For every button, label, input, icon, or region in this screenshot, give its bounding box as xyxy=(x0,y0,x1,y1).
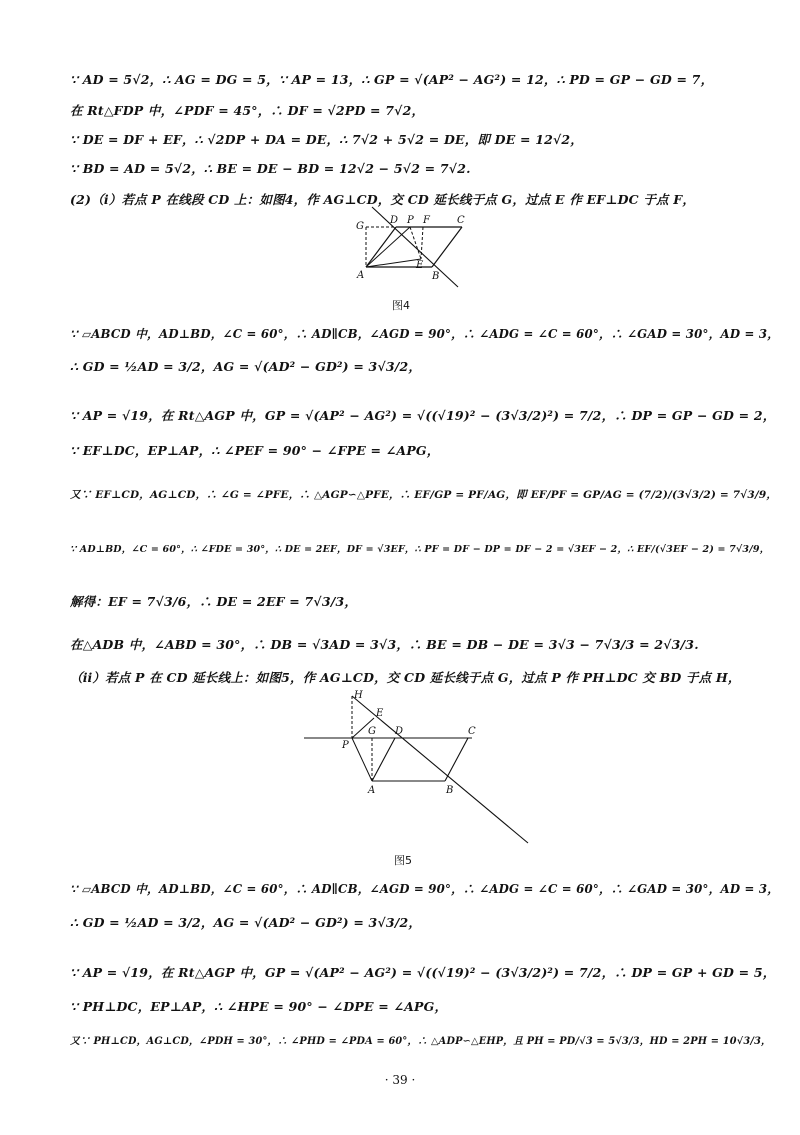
solution-line-3: ∵ DE = DF + EF，∴ √2DP + DA = DE，∴ 7√2 + 5√2 = DE，即 DE = 12√2， xyxy=(70,132,584,147)
fig4-label-e: E xyxy=(416,260,424,271)
fig5-label-b: B xyxy=(446,785,454,796)
figure-4 xyxy=(350,205,470,290)
solution-line-5: (2)（ⅰ）若点 P 在线段 CD 上：如图4，作 AG⊥CD，交 CD 延长线于点 G，过点 E 作 EF⊥DC 于点 F， xyxy=(70,192,696,207)
figure-4-caption: 图4 xyxy=(392,299,410,312)
solution-line-14: （ⅱ）若点 P 在 CD 延长线上：如图5，作 AG⊥CD，交 CD 延长线于点 G，过点 P 作 PH⊥DC 交 BD 于点 H， xyxy=(70,670,741,685)
fig5-label-h: H xyxy=(354,690,363,701)
fig5-label-a: A xyxy=(368,785,376,796)
figure-5 xyxy=(300,688,540,848)
fig5-label-g: G xyxy=(368,726,376,737)
solution-line-19: 又∵ PH⊥CD，AG⊥CD，∠PDH = 30°，∴ ∠PHD = ∠PDA = 60°，∴ △ADP∽△EHP，且 PH = PD/√3 = 5√3/3，HD = 2PH = 10√3/3， xyxy=(70,1036,772,1047)
solution-line-10: 又∵ EF⊥CD，AG⊥CD，∴ ∠G = ∠PFE，∴ △AGP∽△PFE，∴ EF/GP = PF/AG，即 EF/PF = GP/AG = (7/2)/(3√3/2) = 7√3/9， xyxy=(70,489,778,501)
fig4-label-p: P xyxy=(407,215,414,226)
solution-line-7: ∴ GD = ½AD = 3/2，AG = √(AD² − GD²) = 3√3/2， xyxy=(70,359,422,374)
solution-line-13: 在△ADB 中，∠ABD = 30°，∴ DB = √3AD = 3√3，∴ BE = DB − DE = 3√3 − 7√3/3 = 2√3/3. xyxy=(70,637,699,652)
fig5-label-d: D xyxy=(395,726,404,737)
fig4-label-b: B xyxy=(432,271,440,282)
solution-line-9: ∵ EF⊥DC，EP⊥AP，∴ ∠PEF = 90° − ∠FPE = ∠APG， xyxy=(70,443,440,458)
fig4-label-a: A xyxy=(357,270,365,281)
fig4-label-g: G xyxy=(356,221,364,232)
fig4-label-d: D xyxy=(390,215,399,226)
solution-line-4: ∵ BD = AD = 5√2，∴ BE = DE − BD = 12√2 − 5√2 = 7√2. xyxy=(70,161,471,176)
solution-line-17: ∵ AP = √19，在 Rt△AGP 中，GP = √(AP² − AG²) = √((√19)² − (3√3/2)²) = 7/2，∴ DP = GP + GD = 5， xyxy=(70,965,776,980)
fig4-label-c: C xyxy=(457,215,465,226)
fig4-label-f: F xyxy=(423,215,430,226)
solution-line-16: ∴ GD = ½AD = 3/2，AG = √(AD² − GD²) = 3√3/2， xyxy=(70,915,422,930)
fig5-label-c: C xyxy=(468,726,476,737)
solution-line-2: 在 Rt△FDP 中，∠PDF = 45°，∴ DF = √2PD = 7√2， xyxy=(70,103,425,118)
solution-line-1: ∵ AD = 5√2，∴ AG = DG = 5，∵ AP = 13，∴ GP = √(AP² − AG²) = 12，∴ PD = GP − GD = 7， xyxy=(70,72,714,87)
page-number: · 39 · xyxy=(384,1073,416,1087)
solution-line-8: ∵ AP = √19，在 Rt△AGP 中，GP = √(AP² − AG²) = √((√19)² − (3√3/2)²) = 7/2，∴ DP = GP − GD = 2， xyxy=(70,408,776,423)
fig5-label-p: P xyxy=(342,740,349,751)
solution-line-18: ∵ PH⊥DC，EP⊥AP，∴ ∠HPE = 90° − ∠DPE = ∠APG， xyxy=(70,999,448,1014)
solution-line-11: ∵ AD⊥BD，∠C = 60°，∴ ∠FDE = 30°，∴ DE = 2EF，DF = √3EF，∴ PF = DF − DP = DF − 2 = √3EF − 2，∴ EF/(√3EF − 2) = 7√3/9， xyxy=(70,544,770,555)
solution-line-12: 解得：EF = 7√3/6，∴ DE = 2EF = 7√3/3， xyxy=(70,594,358,609)
fig5-label-e: E xyxy=(376,708,384,719)
figure-5-caption: 图5 xyxy=(394,854,412,867)
solution-line-15: ∵ ▱ABCD 中，AD⊥BD，∠C = 60°，∴ AD∥CB，∠AGD = 90°，∴ ∠ADG = ∠C = 60°，∴ ∠GAD = 30°，AD = 3， xyxy=(70,882,780,896)
solution-line-6: ∵ ▱ABCD 中，AD⊥BD，∠C = 60°，∴ AD∥CB，∠AGD = 90°，∴ ∠ADG = ∠C = 60°，∴ ∠GAD = 30°，AD = 3， xyxy=(70,327,780,341)
